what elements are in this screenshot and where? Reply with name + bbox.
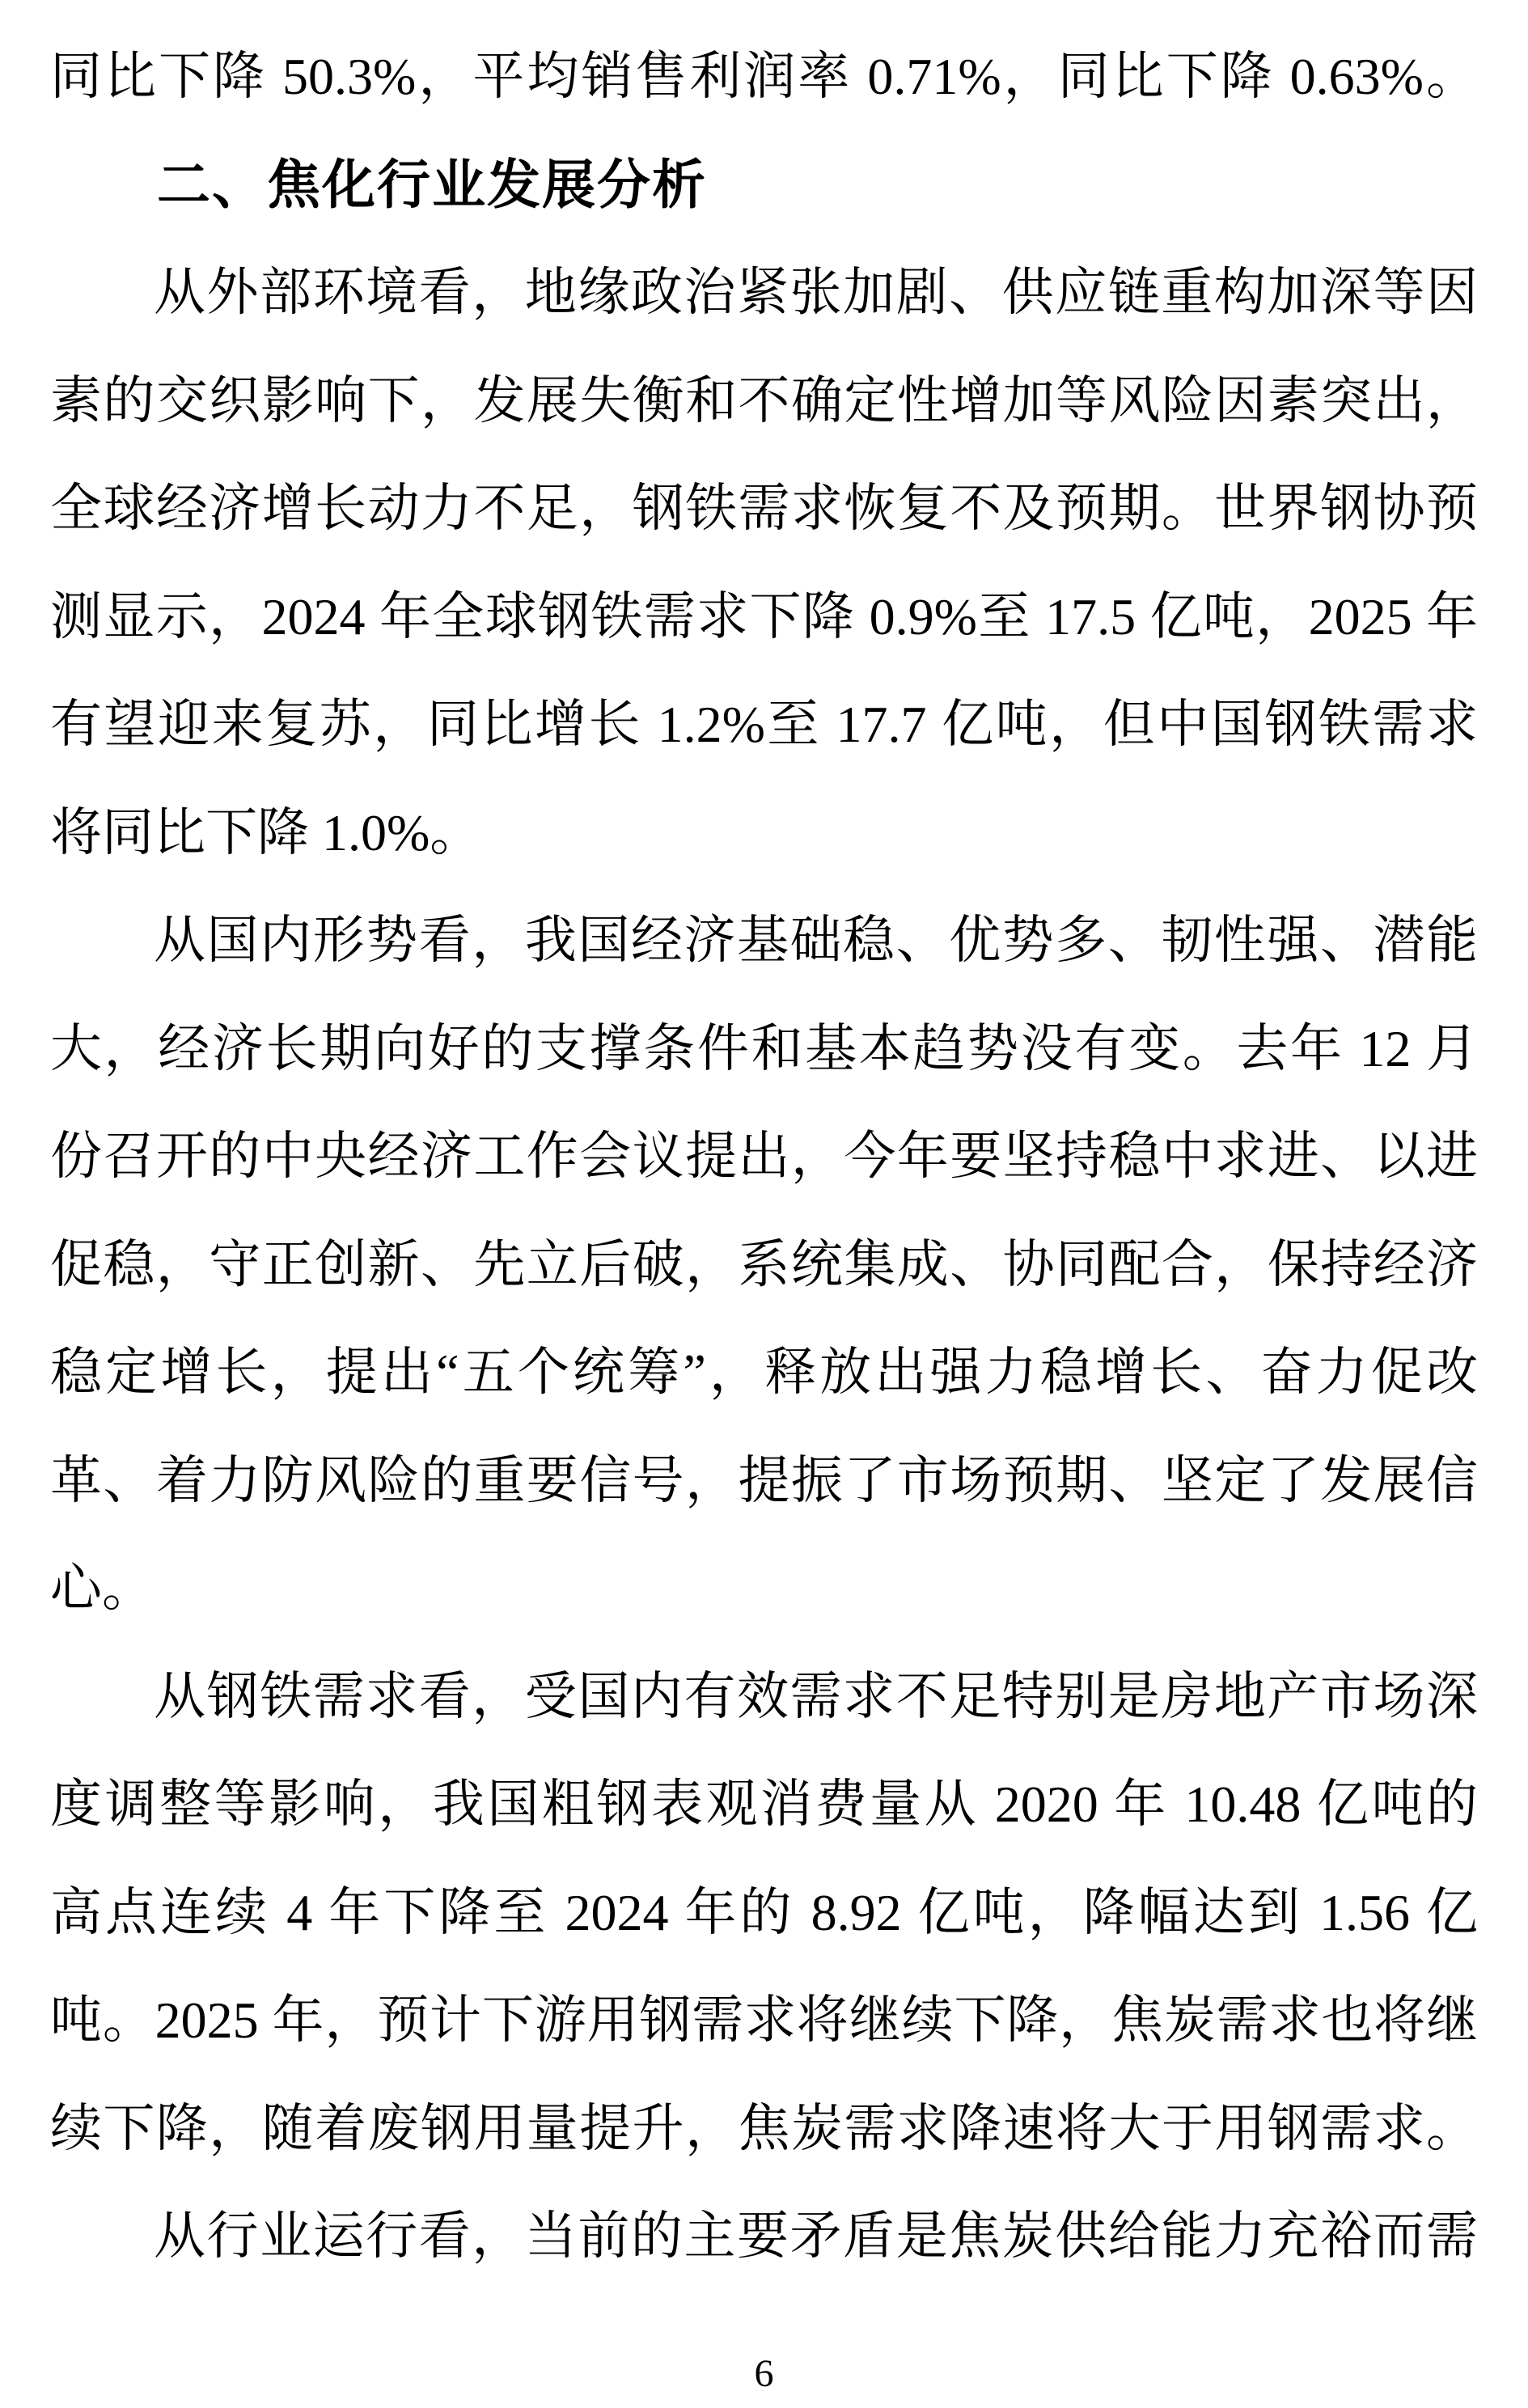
text-line: 测显示，2024 年全球钢铁需求下降 0.9%至 17.5 亿吨，2025 年	[50, 587, 1478, 645]
text-line: 份召开的中央经济工作会议提出，今年要坚持稳中求进、以进	[50, 1128, 1478, 1185]
page-number: 6	[754, 2352, 774, 2395]
text-line: 度调整等影响，我国粗钢表观消费量从 2020 年 10.48 亿吨的	[50, 1775, 1478, 1833]
text-line: 革、着力防风险的重要信号，提振了市场预期、坚定了发展信	[50, 1451, 1478, 1509]
text-line: 有望迎来复苏，同比增长 1.2%至 17.7 亿吨，但中国钢铁需求	[50, 696, 1478, 753]
document-body	[50, 23, 1478, 2291]
text-line: 全球经济增长动力不足，钢铁需求恢复不及预期。世界钢协预	[50, 480, 1478, 537]
text-line: 稳定增长，提出“五个统筹”，释放出强力稳增长、奋力促改	[50, 1344, 1478, 1401]
text-line: 促稳，守正创新、先立后破，系统集成、协同配合，保持经济	[50, 1235, 1478, 1293]
text-line: 高点连续 4 年下降至 2024 年的 8.92 亿吨，降幅达到 1.56 亿	[50, 1883, 1478, 1941]
text-line: 从国内形势看，我国经济基础稳、优势多、韧性强、潜能	[154, 912, 1478, 969]
text-line: 从行业运行看，当前的主要矛盾是焦炭供给能力充裕而需	[154, 2207, 1478, 2265]
text-line: 将同比下降 1.0%。	[50, 803, 482, 861]
text-line: 心。	[50, 1559, 154, 1617]
text-line: 从外部环境看，地缘政治紧张加剧、供应链重构加深等因	[154, 264, 1478, 321]
text-line: 素的交织影响下，发展失衡和不确定性增加等风险因素突出，	[50, 371, 1478, 430]
text-line: 大，经济长期向好的支撑条件和基本趋势没有变。去年 12 月	[50, 1019, 1478, 1077]
text-line: 从钢铁需求看，受国内有效需求不足特别是房地产市场深	[154, 1667, 1478, 1725]
section-heading: 二、焦化行业发展分析	[157, 154, 707, 214]
text-line: 同比下降 50.3%，平均销售利润率 0.71%，同比下降 0.63%。	[50, 48, 1478, 105]
text-line: 吨。2025 年，预计下游用钢需求将继续下降，焦炭需求也将继	[50, 1991, 1478, 2049]
text-line: 续下降，随着废钢用量提升，焦炭需求降速将大于用钢需求。	[50, 2099, 1478, 2157]
